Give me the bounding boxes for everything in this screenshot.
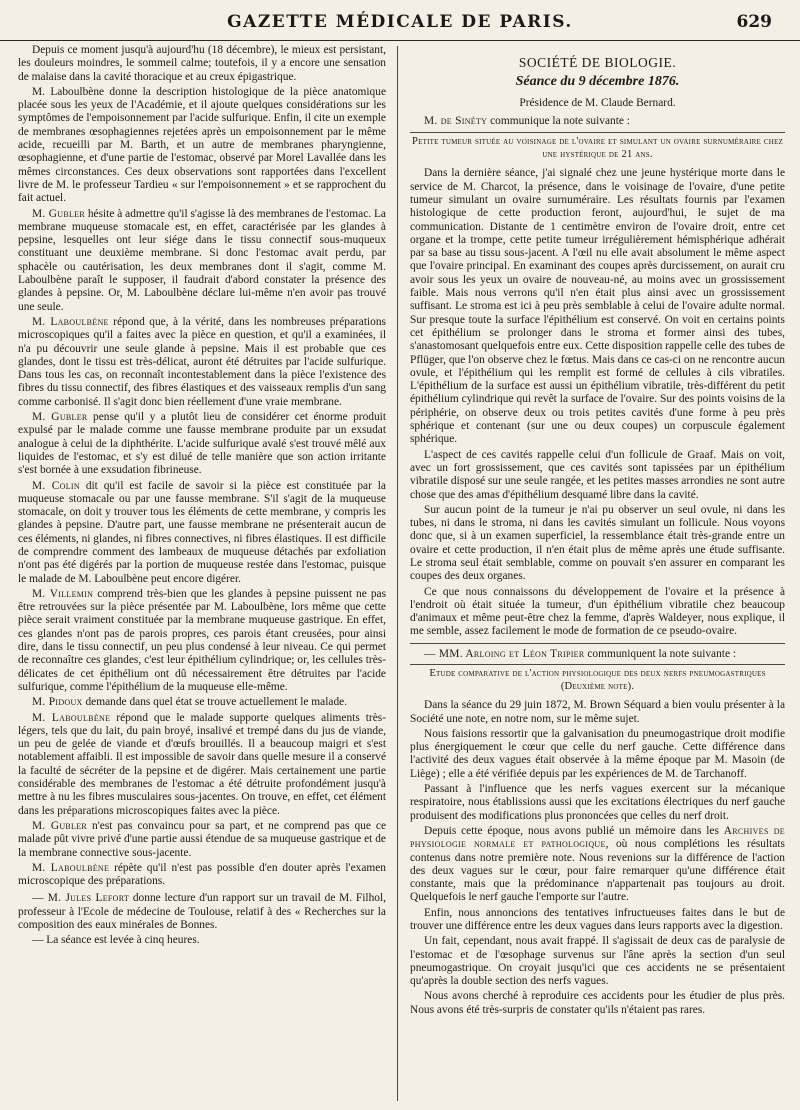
speaker-name: M. Laboulbène	[32, 861, 110, 874]
paragraph: Nous faisions ressortir que la galvanisation du pneumogastrique droit modifie plus énergiquement le cœur que celle du nerf gauche. Cette différence dans l'activité des deux vagues était observée à la même époque par M. Masoin (de Liège) ; elle a été vérifiée depuis par les expériences de M. de Tarchanoff.	[410, 727, 785, 780]
session-heading: Séance du 9 décembre 1876.	[515, 74, 680, 90]
paragraph-text: répond que, à la vérité, dans les nombreuses préparations microscopiques qu'il a faites avec la pièce en question, et qu'il a examinées, il n'a pu découvrir une seule glande à pepsine. Mais il est probable que ces glandes, dont le tissu est très-délicat, auront été détruites par l'acide sulfurique. Dans tous les cas, on reconnaît incontestablement dans la pièce l'existence des fibres du tissu connectif, des fibres élastiques et des vaisseaux remplis d'un sang comme carbonisé. Il s'agit donc bien réellement d'une vraie membrane.	[18, 315, 386, 408]
paragraph	[18, 820, 386, 860]
paragraph: Dans la dernière séance, j'ai signalé chez une jeune hystérique morte dans le service de M. Charcot, la présence, dans le voisinage de l'ovaire, d'une petite tumeur simulant un ovaire surnuméraire. Les résultats fournis par l'examen histologique de cette production feront, aujourd'hui, le sujet de ma communication. Distante de 1 centimètre environ de l'ovaire droit, entre cet organe et la trompe, cette petite tumeur irrégulièrement hémisphérique adhérait par sa base au tissu sous-jacent. A l'œil nu elle avait absolument le même aspect que l'ovaire principal. En examinant des coupes après durcissement, on aurait cru avoir sous les yeux un ovaire de nouveau-né, au moins avec un grossissement faible. Mais nous verrons qu'il n'en était plus ainsi avec un grossissement suffisant. Le stroma est ici à peu près semblable à celui de l'ovaire adulte normal. Sur presque toute la surface l'épithélium est conservé. On voit en certains points cet épithélium se prolonger dans le stroma et former ainsi des tubes, s'anastomosant quelquefois entre eux. Cette disposition rappelle celle des tubes de Pflüger, que l'on observe chez le fœtus. Mais dans ce cas-ci on ne rencontre aucun ovule, et l'épithélium qui les remplit est formé de cellules à cils vibratiles. L'épithélium de la surface est aussi un épithélium vibratile, très-différent du petit épithélium cylindrique qui revêt la surface de l'ovaire. Sur des points voisins de la périphérie, on observe deux ou trois petites cavités d'une forme à peu près sphérique et contenant (sur une ou deux coupes) un corpuscule également sphérique.	[410, 167, 785, 446]
paragraph-text: communique la note suivante :	[487, 114, 630, 127]
paragraph-text: n'est pas convaincu pour sa part, et ne comprend pas que ce malade pût vivre privé d'une partie aussi étendue de sa muqueuse gastrique et de la membrane connective sous-jacente.	[18, 819, 386, 859]
speaker-name: M. Laboulbène	[32, 711, 111, 724]
paragraph: Nous avons cherché à reproduire ces accidents pour les étudier de plus près. Nous avons été très-surpris de constater qu'ils n'étaient pas rares.	[410, 990, 785, 1016]
paragraph: L'aspect de ces cavités rappelle celui d'un follicule de Graaf. Mais on voit, avec un fort grossissement, que ces cavités sont tapissées par un épithélium vibratile disposé sur une seule rangée, et les petites masses arrondies ne sont autre chose que des amas d'épithélium desquamé libre dans la cavité.	[410, 448, 785, 501]
paragraph-text: Depuis cette époque, nous avons publié un mémoire dans les	[424, 824, 724, 837]
speaker-name: — M. Jules Lefort	[32, 892, 130, 905]
paragraph	[18, 712, 386, 818]
section-rule	[410, 643, 785, 644]
paragraph-text: communiquent la note suivante :	[584, 647, 737, 660]
paragraph-text: hésite à admettre qu'il s'agisse là des membranes de l'estomac. La membrane muqueuse stomacale est, en effet, caractérisée par les glandes à pepsine, lesquelles ont leur siége dans le tissu connectif sous-muqueux constituant une deuxième membrane. Si donc l'estomac avait perdu, par sphacèle ou cautérisation, les deux membranes dont il s'agit, comme M. Laboulbène paraît le supposer, il faudrait d'abord constater la présence des glandes à pepsine. Or, M. Laboulbène déclare lui-même n'en avoir pas trouvé une seule.	[18, 207, 386, 313]
presidency-line: Présidence de M. Claude Bernard.	[519, 96, 676, 109]
journal-reference: Archives de physiologie normale et pathologique	[410, 824, 785, 851]
speaker-name: M. Colin	[32, 479, 80, 492]
paragraph-text: répond que le malade supporte quelques aliments très-légers, tels que du lait, du pain broyé, insalivé et trempé dans du jus de viande, un peu de gelée de viande et d'œufs brouillés. Il a beaucoup maigri et s'est notablement affaibli. Il est impossible de savoir dans quelle mesure il a conservé la faculté de sécréter de la pepsine et de digérer. Mais certainement une partie considérable des membranes de l'estomac a été détruite profondément jusqu'à mettre à nu les fibres musculaires sous-jacentes. On trouve, en effet, cet élément dans les préparations microscopiques faites avec la pièce.	[18, 711, 386, 817]
paragraph: Sur aucun point de la tumeur je n'ai pu observer un seul ovule, ni dans les tubes, ni dans le stroma, ni dans les cavités simulant un follicule. Nous voyons donc que, si à un examen superficiel, la ressemblance était très-grande entre un ovaire et cette production, il n'en était plus de même après une étude suffisante. Le stroma seul était semblable, comme on pouvait s'en assurer en comparant les coupes des deux organes.	[410, 503, 785, 583]
journal-title: GAZETTE MÉDICALE DE PARIS.	[227, 12, 573, 32]
paragraph	[18, 480, 386, 586]
paragraph: Enfin, nous annoncions des tentatives infructueuses faites dans le but de trouver une différence entre les deux vagues dans leurs rapports avec la digestion.	[410, 906, 785, 932]
paragraph	[18, 208, 386, 314]
speaker-name: M. de Sinéty	[424, 114, 488, 127]
paragraph	[410, 825, 785, 905]
paragraph: Depuis ce moment jusqu'à aujourd'hu (18 décembre), le mieux est persistant, les douleurs moindres, le sommeil calme; toutefois, il y a encore une sensation de malaise dans la cavité thoracique et au creux épigastrique.	[18, 44, 386, 83]
article-title: Petite tumeur située au voisinage de l'ovaire et simulant un ovaire surnuméraire chez une hystérique de 21 ans.	[410, 132, 785, 161]
column-divider	[397, 46, 398, 1101]
speaker-name: M. Villemin	[32, 587, 94, 600]
paragraph: Un fait, cependant, nous avait frappé. Il s'agissait de deux cas de paralysie de l'estomac et de l'œsophage survenus sur l'âne après la section d'un seul pneumogastrique. On croyait jusqu'ici que ces accidents ne se présentaient qu'après la double section des nerfs vagues.	[410, 935, 785, 988]
left-column	[18, 44, 386, 1100]
paragraph	[18, 588, 386, 694]
paragraph	[18, 316, 386, 409]
running-header	[0, 0, 800, 41]
communication-intro	[410, 648, 785, 661]
speaker-name: M. Gubler	[32, 819, 88, 832]
paragraph: Dans la séance du 29 juin 1872, M. Brown Séquard a bien voulu présenter à la Société une note, en notre nom, sur le même sujet.	[410, 699, 785, 725]
page-number: 629	[736, 12, 772, 32]
section-heading: SOCIÉTÉ DE BIOLOGIE.	[518, 55, 677, 70]
paragraph	[18, 892, 386, 932]
paragraph-text: donne lecture d'un rapport sur un travail de M. Filhol, professeur à l'Ecole de médecine de Toulouse, relatif à des « Recherches sur la composition des eaux minérales de Bonnes.	[18, 892, 386, 931]
speaker-name: — MM. Arloing et Léon Tripier	[424, 647, 585, 660]
right-column	[410, 44, 785, 1100]
speaker-name: M. Pidoux	[32, 696, 83, 709]
speaker-name: M. Gubler	[32, 207, 85, 220]
paragraph-text: dit qu'il est facile de savoir si la pièce est constituée par la muqueuse stomacale ou par une fausse membrane. S'il s'agit de la muqueuse stomacale, on doit y trouver tous les éléments de cette membrane, y compris les glandes à pepsine. D'autre part, une fausse membrane ne présenterait aucun de ces éléments, ni glandes, ni fibres connectives, ni fibres élastiques. Il est difficile de comprendre comment des lambeaux de muqueuse détachés par exfoliation n'ont pas été digérés par la portion de muqueuse restée dans l'estomac, puisque le malade de M. Laboulbène peut encore digérer.	[18, 479, 386, 585]
article-title: Etude comparative de l'action physiologique des deux nerfs pneumogastriques (Deuxième note).	[410, 664, 785, 693]
speaker-name: M. Laboulbène	[32, 315, 109, 328]
paragraph-text: , où nous complétions les résultats contenus dans notre première note. Nous revenions sur la différence de l'action des deux vagues sur le cœur, pour faire remarquer qu'une différence était constante, mais que la prédominance n'appartenait pas toujours au droit. Quelquefois le nerf gauche l'emporte sur l'autre.	[410, 838, 785, 904]
paragraph: M. Laboulbène donne la description histologique de la pièce anatomique placée sous les yeux de l'Académie, et il ajoute quelques considérations sur les symptômes de l'empoisonnement par l'acide sulfurique. Enfin, il cite un exemple de membranes œsophagiennes rejetées après un empoisonnement par le même acide, recueilli par M. Barth, et un autre de membranes pharyngienne, œsophagienne, et d'une partie de l'estomac, observé par Morel Lavallée dans les mêmes circonstances. Ces deux observations sont rapportées dans l'excellent livre de M. le professeur Tardieu « sur l'empoisonnement » et se rapprochent du fait actuel.	[18, 85, 386, 205]
paragraph-text: pense qu'il y a plutôt lieu de considérer cet énorme produit expulsé par le malade comme une fausse membrane produite par un exsudat analogue à celui de la diphthérite. L'acide sulfurique avalé s'est trouvé mêlé aux liquides de l'estomac, et s'y est dilué de telle manière que son action irritante s'est bornée à une exsudation fibrineuse.	[18, 411, 386, 477]
paragraph	[18, 696, 386, 709]
paragraph	[18, 411, 386, 477]
paragraph: Ce que nous connaissons du développement de l'ovaire et la présence à l'endroit où était située la tumeur, d'un épithélium vibratile chez beaucoup d'animaux et même peut-être chez la femme, d'après Waldeyer, nous explique, il me semble, assez facilement le mode de formation de ce pseudo-ovaire.	[410, 585, 785, 638]
closing-line: — La séance est levée à cinq heures.	[32, 934, 200, 947]
paragraph	[18, 862, 386, 889]
paragraph: Passant à l'influence que les nerfs vagues exercent sur la mécanique respiratoire, nous établissions aussi que les excitations électriques du nerf gauche produisent des modifications plus prononcées que celles du nerf droit.	[410, 783, 785, 822]
paragraph-text: comprend très-bien que les glandes à pepsine puissent ne pas être retrouvées sur la pièce présentée par M. Laboulbène, lors même que cette pièce serait vraiment constituée par la membrane muqueuse gastrique. En effet, ces glandes n'ont pas de parois propres, ces parois étant creusées, pour ainsi dire, dans le tissu connectif, un peu plus condensé à leur niveau. Ce qui permet de reconnaître ces glandes, c'est leur épithélium cylindrique; or, les cellules très-délicates de cet épithélium ont dû nécessairement être détruites par l'acide sulfurique, comme l'épithélium de la muqueuse elle-même.	[18, 587, 386, 693]
communication-intro	[410, 115, 785, 128]
speaker-name: M. Gubler	[32, 411, 88, 424]
paragraph-text: demande dans quel état se trouve actuellement le malade.	[82, 696, 348, 709]
paragraph-text: répète qu'il n'est pas possible d'en douter après l'examen microscopique des préparations.	[18, 861, 386, 888]
